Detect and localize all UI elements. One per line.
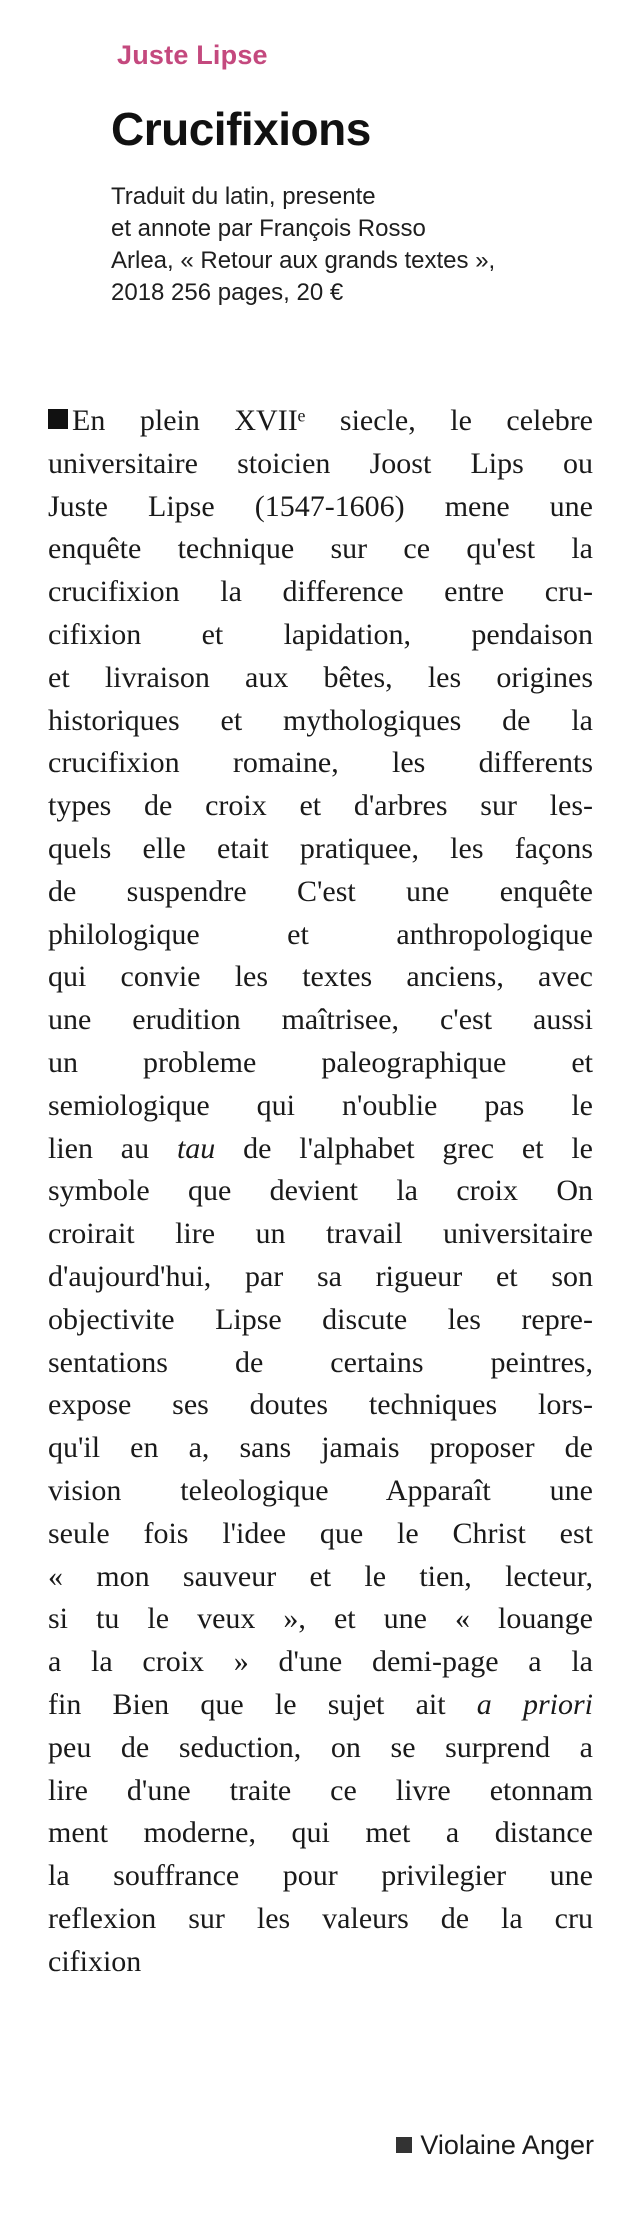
body-line: expose ses doutes techniques lors-: [48, 1388, 593, 1422]
reviewer-name: Violaine Anger: [420, 2130, 594, 2160]
body-line: universitaire stoicien Joost Lips ou: [48, 446, 593, 480]
body-line: qui convie les textes anciens, avec: [48, 960, 593, 994]
body-line: de suspendre C'est une enquête: [48, 874, 593, 908]
book-publication-details: [111, 181, 611, 309]
review-body: [48, 400, 593, 1983]
meta-line: et annote par François Rosso: [111, 215, 426, 242]
signature-marker: [396, 2137, 412, 2153]
body-line: enquête technique sur ce qu'est la: [48, 532, 593, 566]
meta-line: Arlea, « Retour aux grands textes »,: [111, 247, 496, 274]
body-line: sentations de certains peintres,: [48, 1345, 593, 1379]
body-line: une erudition maîtrisee, c'est aussi: [48, 1003, 593, 1037]
body-line-text: En plein XVIIᵉ siecle, le celebre: [72, 404, 593, 437]
paragraph-start-marker: [48, 409, 68, 429]
body-line: symbole que devient la croix On: [48, 1174, 593, 1208]
body-line: reflexion sur les valeurs de la cru: [48, 1901, 593, 1935]
body-line: d'aujourd'hui, par sa rigueur et son: [48, 1259, 593, 1293]
body-line: cifixion et lapidation, pendaison: [48, 617, 593, 651]
body-line: si tu le veux », et une « louange: [48, 1602, 593, 1636]
body-line-31: [48, 1684, 593, 1727]
body-line: types de croix et d'arbres sur les-: [48, 789, 593, 823]
body-line: Juste Lipse (1547-1606) mene une: [48, 489, 593, 523]
body-line-text: de l'alphabet grec et le: [215, 1131, 593, 1165]
body-line-italic: tau: [176, 1131, 216, 1165]
body-line: quels elle etait pratiquee, les façons: [48, 831, 593, 865]
body-line: la souffrance pour privilegier une: [48, 1859, 593, 1893]
body-line: semiologique qui n'oublie pas le: [48, 1088, 593, 1122]
body-line: peu de seduction, on se surprend a: [48, 1730, 593, 1764]
body-line: philologique et anthropologique: [48, 917, 593, 951]
body-line-1: [48, 400, 593, 443]
body-line: lire d'une traite ce livre etonnam: [48, 1773, 593, 1807]
body-line-text: fin Bien que le sujet ait: [48, 1687, 477, 1721]
body-line-italic: a priori: [476, 1687, 593, 1721]
body-line: crucifixion romaine, les differents: [48, 746, 593, 780]
body-line: crucifixion la difference entre cru-: [48, 575, 593, 609]
meta-line: Traduit du latin, presente: [111, 183, 376, 210]
body-line-text: lien au: [48, 1131, 177, 1165]
meta-line: 2018 256 pages, 20 €: [111, 279, 344, 306]
body-line: a la croix » d'une demi-page a la: [48, 1645, 593, 1679]
review-signature: [396, 2130, 594, 2161]
body-line: croirait lire un travail universitaire: [48, 1217, 593, 1251]
body-line: vision teleologique Apparaît une: [48, 1473, 593, 1507]
body-line-last: cifixion: [48, 1944, 142, 1978]
body-line: un probleme paleographique et: [48, 1045, 593, 1079]
body-line: « mon sauveur et le tien, lecteur,: [48, 1559, 593, 1593]
body-line: et livraison aux bêtes, les origines: [48, 660, 593, 694]
book-title: Crucifixions: [111, 103, 371, 155]
body-line: historiques et mythologiques de la: [48, 703, 593, 737]
body-line: seule fois l'idee que le Christ est: [48, 1516, 593, 1550]
body-line: qu'il en a, sans jamais proposer de: [48, 1431, 593, 1465]
body-line-18: [48, 1128, 593, 1171]
body-line: ment moderne, qui met a distance: [48, 1816, 593, 1850]
body-line: objectivite Lipse discute les repre-: [48, 1302, 593, 1336]
book-author: Juste Lipse: [117, 40, 268, 70]
